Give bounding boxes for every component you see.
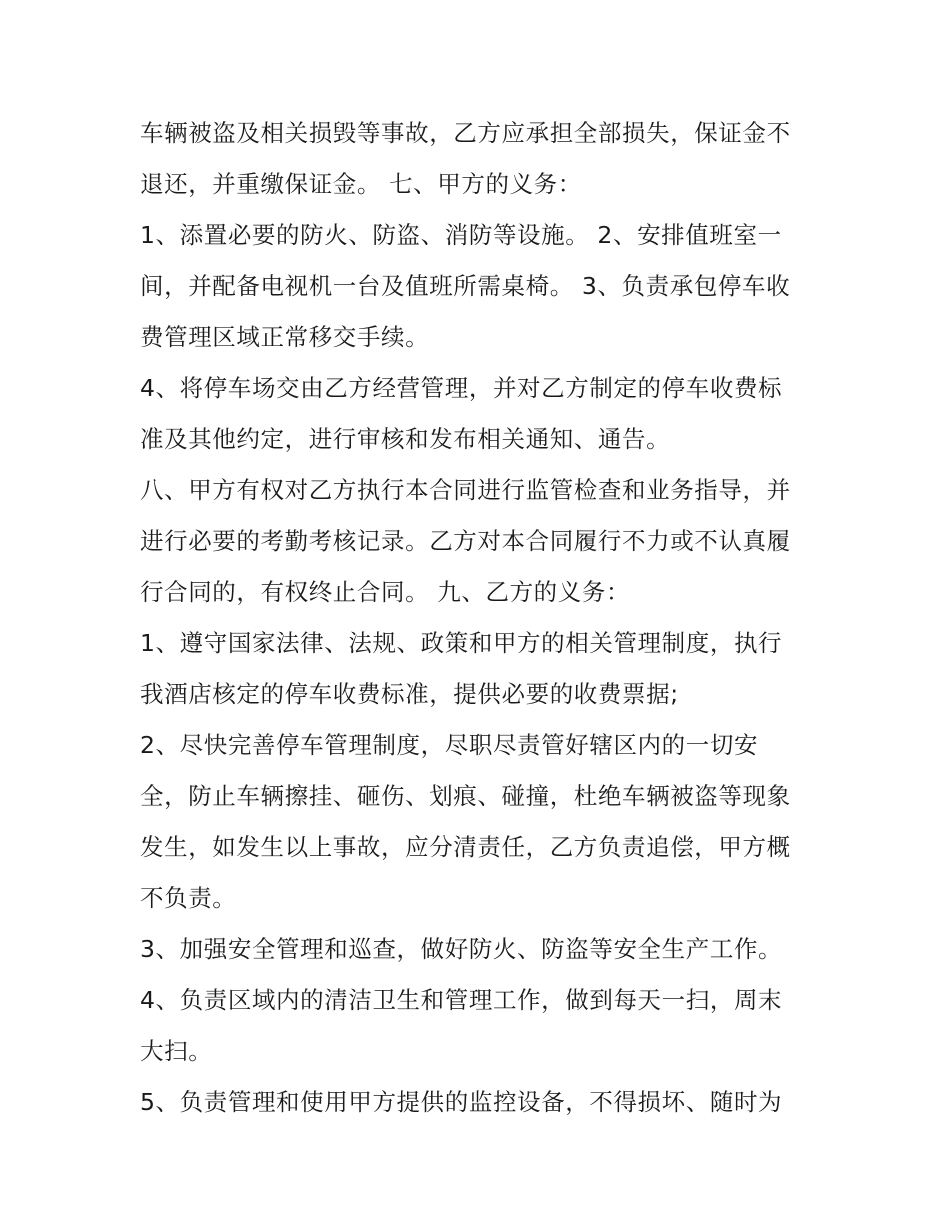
text-line: 3、加强安全管理和巡查，做好防火、防盗等安全生产工作。 [140,935,783,963]
text-line: 1、添置必要的防火、防盗、消防等设施。 2、安排值班室一 [140,221,782,249]
text-line: 2、尽快完善停车管理制度，尽职尽责管好辖区内的一切安 [140,731,759,759]
text-line: 进行必要的考勤考核记录。乙方对本合同履行不力或不认真履 [140,527,791,555]
text-line: 准及其他约定，进行审核和发布相关通知、通告。 [140,425,671,453]
document-body [140,108,820,1128]
text-line: 间，并配备电视机一台及值班所需桌椅。 3、负责承包停车收 [140,272,791,300]
text-line: 行合同的，有权终止合同。 九、乙方的义务： [140,578,631,606]
text-line: 车辆被盗及相关损毁等事故，乙方应承担全部损失，保证金不 [140,119,791,147]
text-line: 4、将停车场交由乙方经营管理，并对乙方制定的停车收费标 [140,374,783,402]
text-line: 大扫。 [140,1037,213,1065]
text-line: 八、甲方有权对乙方执行本合同进行监管检查和业务指导，并 [140,476,791,504]
text-line: 全，防止车辆擦挂、砸伤、划痕、碰撞，杜绝车辆被盗等现象 [140,782,791,810]
text-line: 发生，如发生以上事故，应分清责任，乙方负责追偿，甲方概 [140,833,791,861]
text-line: 5、负责管理和使用甲方提供的监控设备，不得损坏、随时为 [140,1088,783,1116]
text-line: 我酒店核定的停车收费标准，提供必要的收费票据; [140,680,679,708]
text-line: 不负责。 [140,884,237,912]
text-line: 退还，并重缴保证金。 七、甲方的义务： [140,170,582,198]
text-line: 费管理区域正常移交手续。 [140,323,430,351]
text-line: 1、遵守国家法律、法规、政策和甲方的相关管理制度，执行 [140,629,783,657]
text-line: 4、负责区域内的清洁卫生和管理工作，做到每天一扫，周末 [140,986,783,1014]
